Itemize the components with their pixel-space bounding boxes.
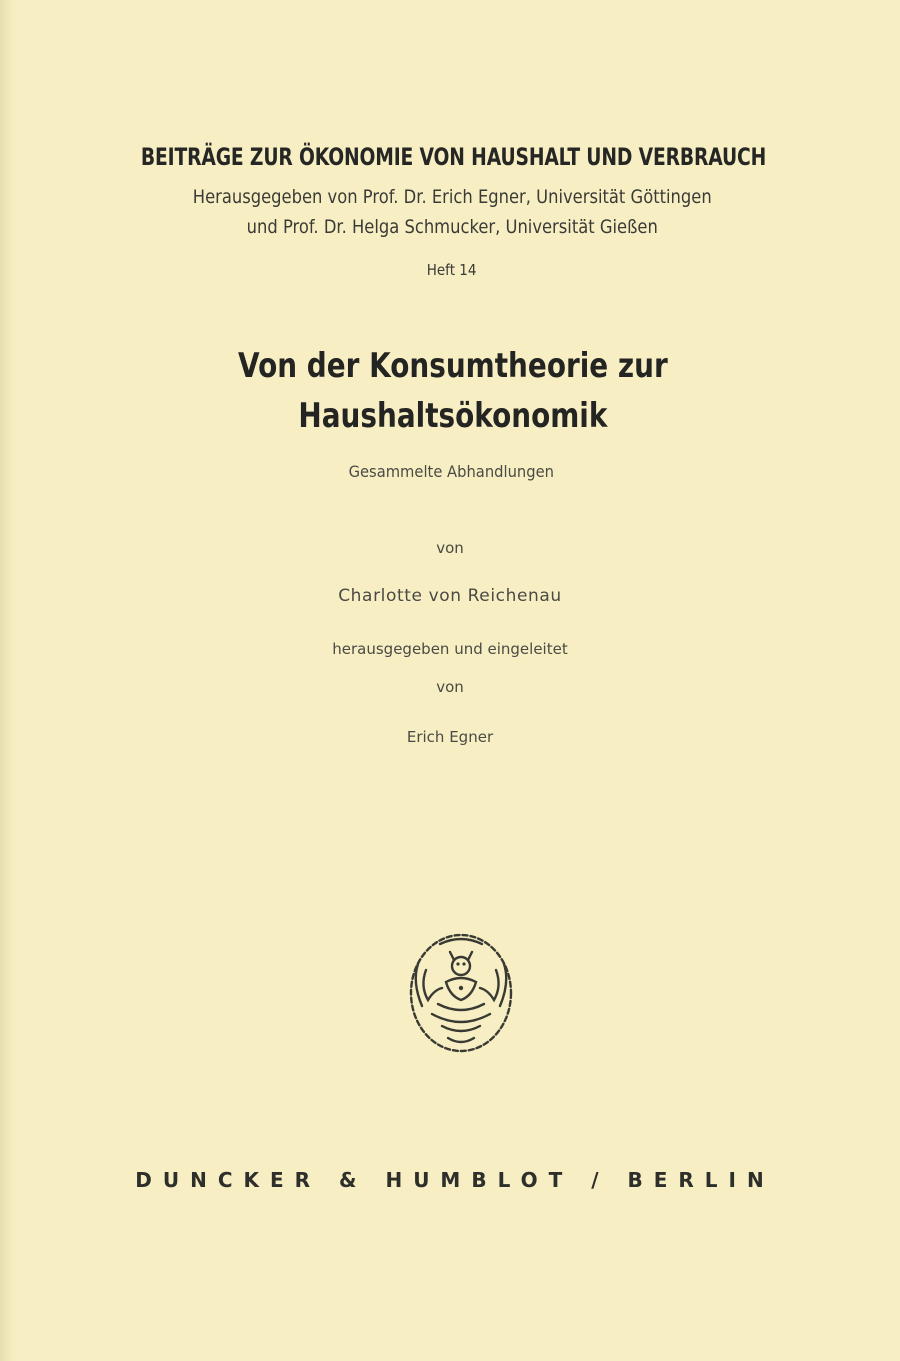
by-label: von [436,539,464,557]
book-subtitle: Gesammelte Abhandlungen [348,462,554,481]
author-name: Charlotte von Reichenau [338,586,562,606]
series-title: BEITRÄGE ZUR ÖKONOMIE VON HAUSHALT UND VERBRAUCH [140,143,767,171]
edited-note: herausgegeben und eingeleitet [332,640,568,658]
by-label-editor: von [436,678,464,696]
book-title-line-2: Haushaltsökonomik [298,396,608,436]
series-editors-line-2: und Prof. Dr. Helga Schmucker, Universität Gießen [246,216,658,238]
editor-name: Erich Egner [406,728,494,746]
series-editors-line-1: Herausgegeben von Prof. Dr. Erich Egner, Universität Göttingen [192,186,712,208]
publisher-emblem-icon [402,930,520,1056]
publisher-imprint: DUNCKER & HUMBLOT / BERLIN [135,1168,775,1192]
series-issue-number: Heft 14 [426,261,477,279]
book-title-line-1: Von der Konsumtheorie zur [238,346,668,386]
